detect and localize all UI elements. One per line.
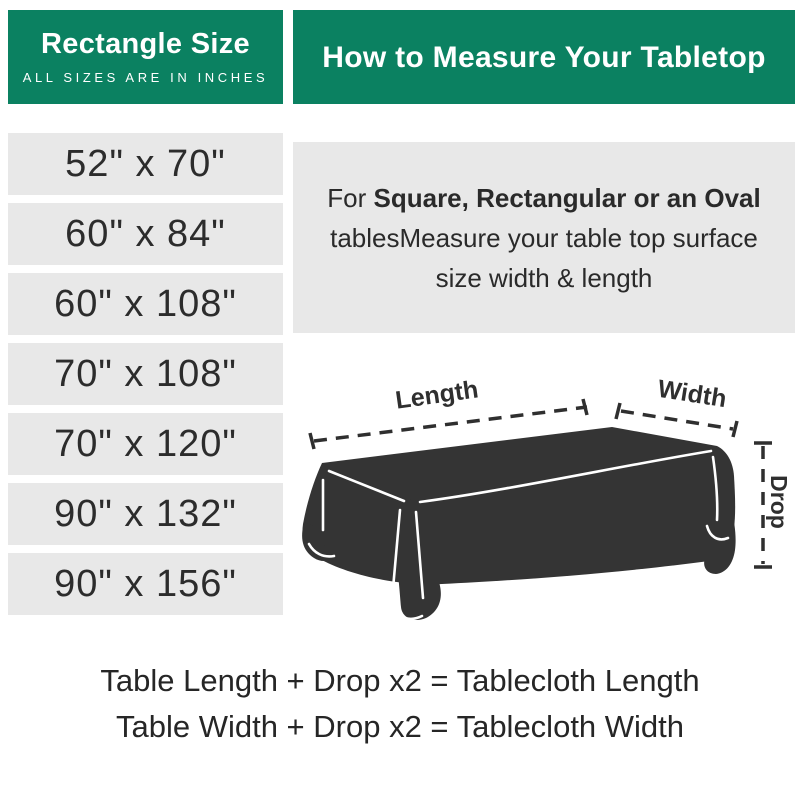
drop-label: Drop [766, 475, 792, 529]
rectangle-size-title: Rectangle Size [41, 28, 250, 61]
size-list [8, 133, 283, 615]
measure-instructions-box [293, 142, 795, 333]
sizes-in-inches-subtitle: ALL SIZES ARE IN INCHES [22, 69, 269, 85]
instructions-prefix: For [327, 182, 374, 213]
tablecloth-illustration [302, 427, 735, 620]
width-label: Width [655, 374, 729, 414]
instructions-line3: size width & length [435, 262, 653, 293]
size-row: 60" x 108" [8, 273, 283, 335]
formula-block [0, 658, 800, 750]
width-formula: Table Width + Drop x2 = Tablecloth Width [115, 709, 685, 744]
measure-instructions-text [327, 178, 760, 298]
instructions-table-types: Square, Rectangular or an Oval [373, 182, 761, 213]
size-row: 60" x 84" [8, 203, 283, 265]
length-formula: Table Length + Drop x2 = Tablecloth Length [100, 663, 700, 698]
how-to-measure-header [293, 10, 795, 104]
size-row: 90" x 132" [8, 483, 283, 545]
how-to-measure-title: How to Measure Your Tabletop [322, 40, 766, 74]
size-row: 90" x 156" [8, 553, 283, 615]
size-row: 52" x 70" [8, 133, 283, 195]
size-row: 70" x 120" [8, 413, 283, 475]
tablecloth-measure-diagram [290, 350, 800, 665]
rectangle-size-header [8, 10, 283, 104]
length-label: Length [393, 375, 481, 415]
size-row: 70" x 108" [8, 343, 283, 405]
instructions-line2: tablesMeasure your table top surface [330, 222, 758, 253]
